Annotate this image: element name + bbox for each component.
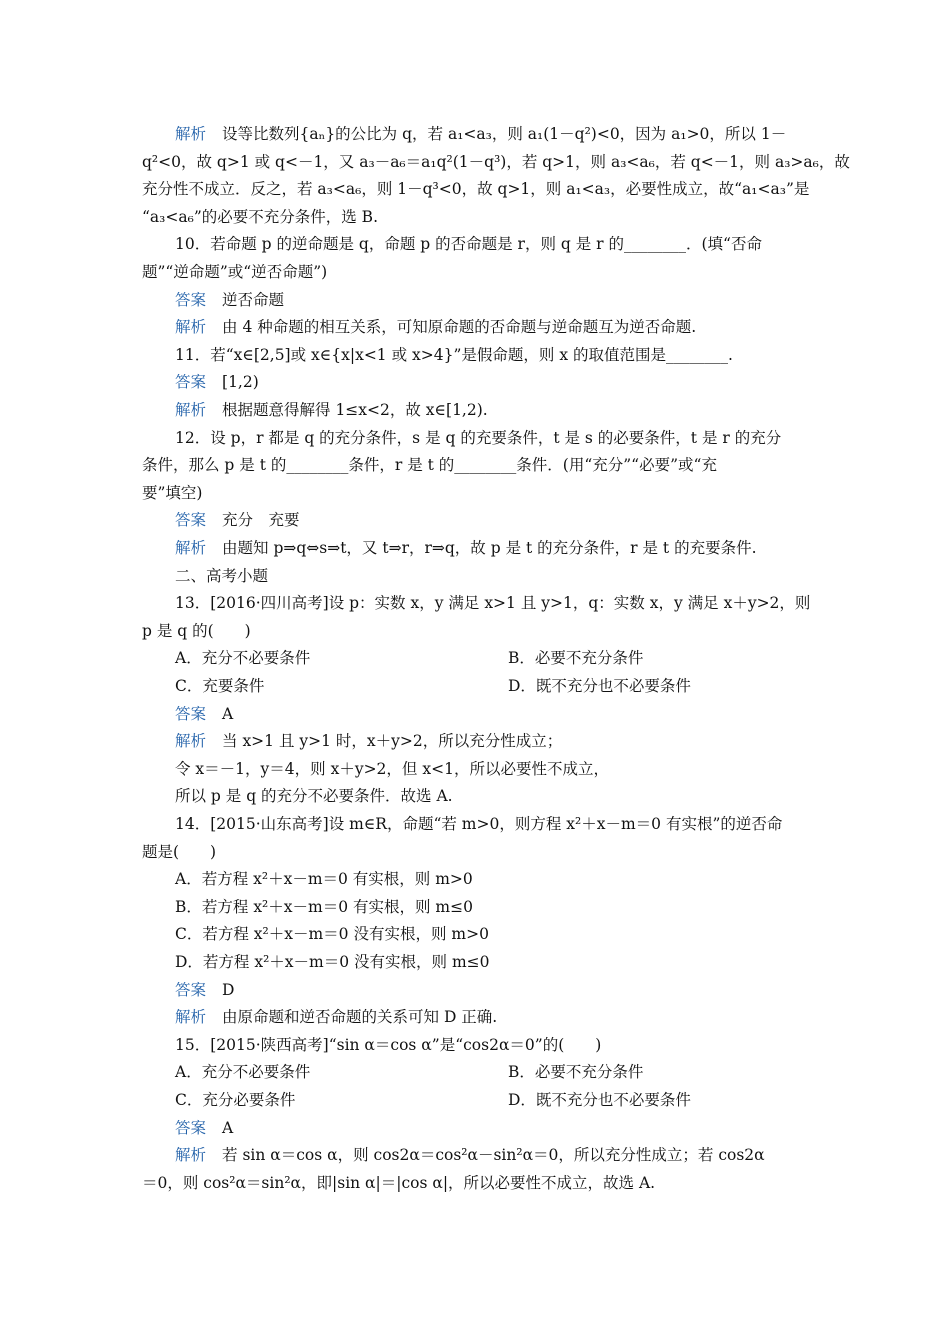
answer-label: 答案 [175, 981, 207, 999]
line-text: C．若方程 x²＋x－m＝0 没有实根，则 m>0 [175, 925, 489, 943]
line-text: 10．若命题 p 的逆命题是 q，命题 p 的否命题是 r，则 q 是 r 的________．(填“否命 [175, 235, 762, 253]
text-line [142, 621, 950, 641]
text-line [175, 234, 950, 254]
answer-label: 答案 [175, 291, 207, 309]
text-line [142, 207, 950, 227]
analysis-label: 解析 [175, 1008, 207, 1026]
text-line [175, 731, 950, 751]
option-text: D．既不充分也不必要条件 [508, 677, 691, 695]
option-text: D．既不充分也不必要条件 [508, 1091, 691, 1109]
answer-label: 答案 [175, 1119, 207, 1137]
analysis-label: 解析 [175, 1146, 207, 1164]
answer-label: 答案 [175, 511, 207, 529]
analysis-label: 解析 [175, 539, 207, 557]
text-line [175, 1007, 950, 1027]
text-line [175, 566, 950, 586]
analysis-label: 解析 [175, 401, 207, 419]
text-line [175, 980, 950, 1000]
text-line [142, 179, 950, 199]
analysis-label: 解析 [175, 318, 207, 336]
option-text: A．充分不必要条件 [175, 649, 311, 667]
line-text: 14．[2015·山东高考]设 m∈R，命题“若 m>0，则方程 x²＋x－m＝0 有实根”的逆否命 [175, 815, 783, 833]
text-line [142, 483, 950, 503]
text-line [175, 1118, 950, 1138]
text-line [175, 952, 950, 972]
text-line [175, 814, 950, 834]
text-line [142, 1173, 950, 1193]
line-text: B．若方程 x²＋x－m＝0 有实根，则 m≤0 [175, 898, 473, 916]
text-line [142, 152, 950, 172]
line-text: A．若方程 x²＋x－m＝0 有实根，则 m>0 [175, 870, 473, 888]
text-line [175, 593, 950, 613]
line-text: 充分 充要 [222, 511, 300, 529]
text-line [175, 759, 950, 779]
line-text: 所以 p 是 q 的充分不必要条件．故选 A. [175, 787, 453, 805]
line-text: 根据题意得解得 1≤x<2，故 x∈[1,2). [222, 401, 488, 419]
line-text: 若 sin α＝cos α，则 cos2α＝cos²α－sin²α＝0，所以充分性成立；若 cos2α [222, 1146, 765, 1164]
text-line [175, 428, 950, 448]
line-text: 13．[2016·四川高考]设 p：实数 x，y 满足 x>1 且 y>1，q：实数 x，y 满足 x＋y>2，则 [175, 594, 811, 612]
line-text: D [222, 981, 235, 999]
text-line [175, 345, 950, 365]
line-text: 11．若“x∈[2,5]或 x∈{x|x<1 或 x>4}”是假命题，则 x 的取值范围是________. [175, 346, 733, 364]
analysis-label: 解析 [175, 732, 207, 750]
line-text: 设等比数列{aₙ}的公比为 q，若 a₁<a₃，则 a₁(1－q²)<0，因为 a₁>0，所以 1－ [222, 125, 787, 143]
option-text: B．必要不充分条件 [508, 649, 644, 667]
text-line [175, 317, 950, 337]
option-text: C．充分必要条件 [175, 1091, 296, 1109]
line-text: p 是 q 的( ) [142, 622, 251, 640]
line-text: q²<0，故 q>1 或 q<－1，又 a₃－a₆＝a₁q²(1－q³)，若 q>1，则 a₃<a₆，若 q<－1，则 a₃>a₆，故 [142, 153, 850, 171]
line-text: [1,2) [222, 373, 259, 391]
line-text: 由题知 p⇒q⇔s⇒t，又 t⇒r，r⇒q，故 p 是 t 的充分条件，r 是 t 的充要条件. [222, 539, 757, 557]
line-text: 15．[2015·陕西高考]“sin α＝cos α”是“cos2α＝0”的( ) [175, 1036, 602, 1054]
line-text: 要”填空) [142, 484, 203, 502]
line-text: 由原命题和逆否命题的关系可知 D 正确. [222, 1008, 498, 1026]
text-line [142, 842, 950, 862]
text-line [175, 400, 950, 420]
text-line [142, 262, 950, 282]
line-text: 由 4 种命题的相互关系，可知原命题的否命题与逆命题互为逆否命题. [222, 318, 697, 336]
line-text: 二、高考小题 [175, 567, 269, 585]
text-line [175, 372, 950, 392]
text-line [175, 538, 950, 558]
text-line [175, 124, 950, 144]
line-text: 题是( ) [142, 843, 217, 861]
line-text: ＝0，则 cos²α＝sin²α，即|sin α|＝|cos α|，所以必要性不成立，故选 A. [142, 1174, 656, 1192]
analysis-label: 解析 [175, 125, 207, 143]
line-text: 题”“逆命题”或“逆否命题”) [142, 263, 328, 281]
line-text: 令 x＝－1，y＝4，则 x＋y>2，但 x<1，所以必要性不成立， [175, 760, 609, 778]
line-text: 12．设 p，r 都是 q 的充分条件，s 是 q 的充要条件，t 是 s 的必要条件，t 是 r 的充分 [175, 429, 782, 447]
text-line [175, 924, 950, 944]
line-text: 逆否命题 [222, 291, 285, 309]
line-text: A [222, 1119, 234, 1137]
text-line [142, 455, 950, 475]
line-text: A [222, 705, 234, 723]
answer-label: 答案 [175, 373, 207, 391]
line-text: D．若方程 x²＋x－m＝0 没有实根，则 m≤0 [175, 953, 490, 971]
option-text: A．充分不必要条件 [175, 1063, 311, 1081]
option-text: B．必要不充分条件 [508, 1063, 644, 1081]
text-line [175, 704, 950, 724]
option-text: C．充要条件 [175, 677, 265, 695]
text-line [175, 869, 950, 889]
text-line [175, 1145, 950, 1165]
line-text: 充分性不成立．反之，若 a₃<a₆，则 1－q³<0，故 q>1，则 a₁<a₃，必要性成立，故“a₁<a₃”是 [142, 180, 810, 198]
text-line [175, 290, 950, 310]
text-line [175, 897, 950, 917]
line-text: 条件，那么 p 是 t 的________条件，r 是 t 的________条件．(用“充分”“必要”或“充 [142, 456, 717, 474]
text-line [175, 510, 950, 530]
line-text: “a₃<a₆”的必要不充分条件，选 B. [142, 208, 378, 226]
text-line [175, 1035, 950, 1055]
line-text: 当 x>1 且 y>1 时，x＋y>2，所以充分性成立； [222, 732, 563, 750]
answer-label: 答案 [175, 705, 207, 723]
text-line [175, 786, 950, 806]
